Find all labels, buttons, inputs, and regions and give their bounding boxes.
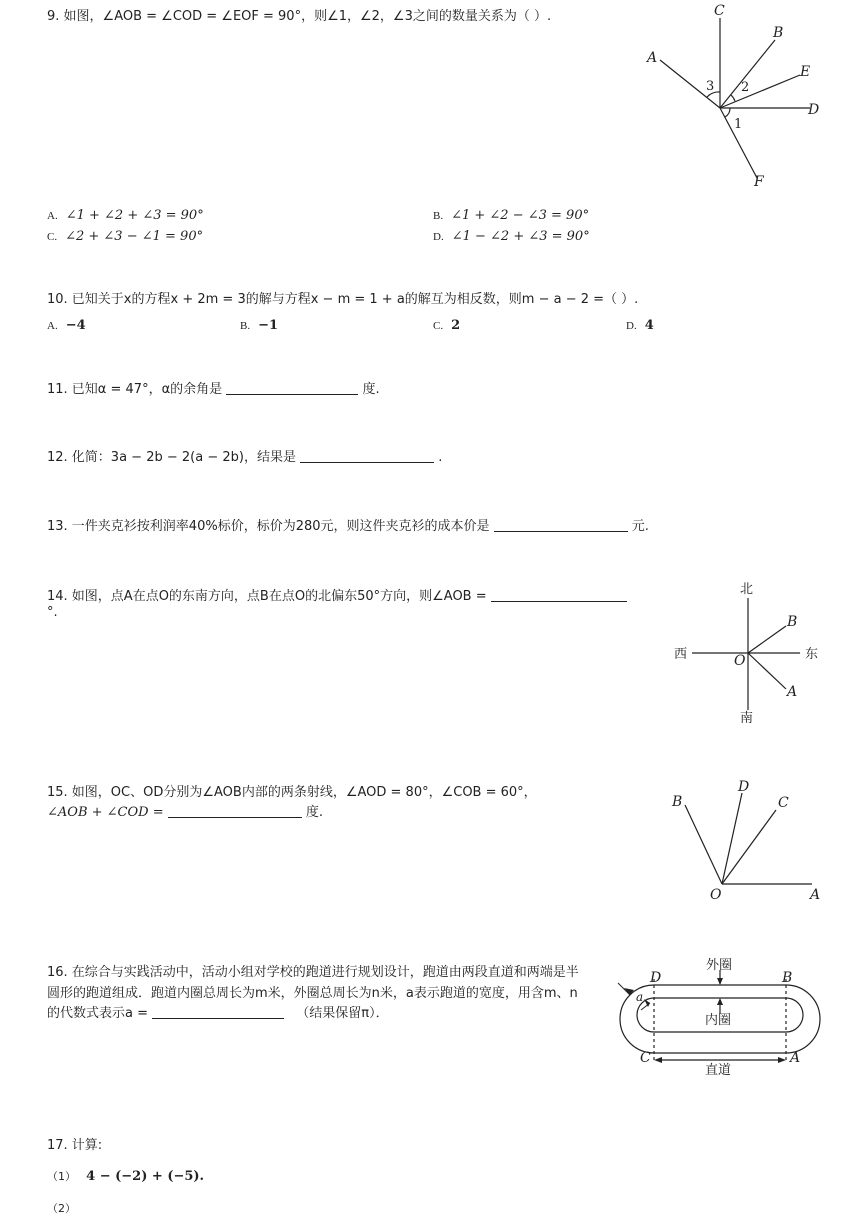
q14-label-o: O <box>734 653 746 669</box>
q16-text: 的代数式表示a = <box>47 1006 148 1021</box>
q13-unit: 元. <box>631 519 649 534</box>
q16-outer-label: 外圈 <box>706 958 733 973</box>
q9-option-a[interactable]: A. ∠1 + ∠2 + ∠3 = 90° <box>47 208 204 223</box>
q17-item-1-expr: 4 − (−2) + (−5). <box>86 1169 205 1184</box>
q16-line2: 圆形的跑道组成．跑道内圈总周长为m米，外圈总周长为n米，a表示跑道的宽度，用含m、n <box>47 986 578 1001</box>
q16-width-label: a <box>636 990 644 1004</box>
q16-inner-label: 内圈 <box>705 1013 732 1028</box>
q15-label-c: C <box>778 795 789 811</box>
q13-text: 13. 一件夹克衫按利润率40%标价，标价为280元，则这件夹克衫的成本价是 <box>47 519 490 534</box>
q14-label-b: B <box>787 614 798 630</box>
q15-label-a: A <box>810 887 821 903</box>
q9-option-c[interactable]: C. ∠2 + ∠3 − ∠1 = 90° <box>47 229 204 244</box>
q10-option-a[interactable]: A. −4 <box>47 318 86 333</box>
q15-expression: ∠AOB + ∠COD = <box>47 805 164 820</box>
q14-label-a: A <box>787 684 798 700</box>
q15-label-o: O <box>710 887 722 903</box>
q17-item-1 <box>47 1168 204 1184</box>
q17-item-2-num: （2） <box>47 1202 76 1215</box>
q9-stem: 9. 如图，∠AOB = ∠COD = ∠EOF = 90°，则∠1，∠2，∠3之间的数量关系为（ ）. <box>47 9 552 24</box>
q10-stem: 10. 已知关于x的方程x + 2m = 3的解与方程x − m = 1 + a的解互为相反数，则m − a − 2 =（ ）. <box>47 292 639 307</box>
q15-line1: 15. 如图，OC、OD分别为∠AOB内部的两条射线，∠AOD = 80°，∠COB = 60°， <box>47 785 537 800</box>
q9-option-b[interactable]: B. ∠1 + ∠2 − ∠3 = 90° <box>433 208 590 223</box>
q10-option-c[interactable]: C. 2 <box>433 318 461 333</box>
q9-angle-1: 1 <box>734 117 743 132</box>
q10-option-b[interactable]: B. −1 <box>240 318 279 333</box>
q9-label-b: B <box>773 25 784 41</box>
q9-label-e: E <box>800 64 811 80</box>
q15-unit: 度. <box>305 805 324 820</box>
q14-text: 14. 如图，点A在点O的东南方向，点B在点O的北偏东50°方向，则∠AOB = <box>47 589 487 604</box>
q14-south-label: 南 <box>740 711 754 726</box>
q17-item-1-num: （1） <box>47 1170 76 1183</box>
q15-label-b: B <box>672 794 683 810</box>
q9-label-f: F <box>754 174 764 190</box>
q16-label-b: B <box>782 970 793 986</box>
q16-note: （结果保留π）． <box>296 1006 389 1021</box>
q11-text: 11. 已知α = 47°，α的余角是 <box>47 382 223 397</box>
q14-east-label: 东 <box>805 647 819 662</box>
q16-line1: 16. 在综合与实践活动中，活动小组对学校的跑道进行规划设计，跑道由两段直道和两端是半 <box>47 965 579 980</box>
q9-option-d[interactable]: D. ∠1 − ∠2 + ∠3 = 90° <box>433 229 590 244</box>
q14-north-label: 北 <box>740 582 754 597</box>
q12-end: . <box>438 450 443 465</box>
q9-label-d: D <box>808 102 820 118</box>
q17-stem: 17. 计算: <box>47 1138 103 1153</box>
q14-west-label: 西 <box>674 647 688 662</box>
q9-label-c: C <box>714 3 725 19</box>
q10-option-d[interactable]: D. 4 <box>626 318 654 333</box>
q16-straight-label: 直道 <box>705 1063 732 1078</box>
q9-label-a: A <box>647 50 658 66</box>
q17-item-2 <box>47 1200 76 1216</box>
q12-text: 12. 化简：3a − 2b − 2(a − 2b)，结果是 <box>47 450 296 465</box>
q15-label-d: D <box>738 779 750 795</box>
q16-label-d: D <box>650 970 662 986</box>
q16-label-c: C <box>640 1050 651 1066</box>
q11-unit: 度. <box>362 382 380 397</box>
q9-angle-2: 2 <box>741 80 750 95</box>
q16-label-a: A <box>790 1050 801 1066</box>
q14-unit: °. <box>47 605 58 620</box>
q9-angle-3: 3 <box>706 79 715 94</box>
